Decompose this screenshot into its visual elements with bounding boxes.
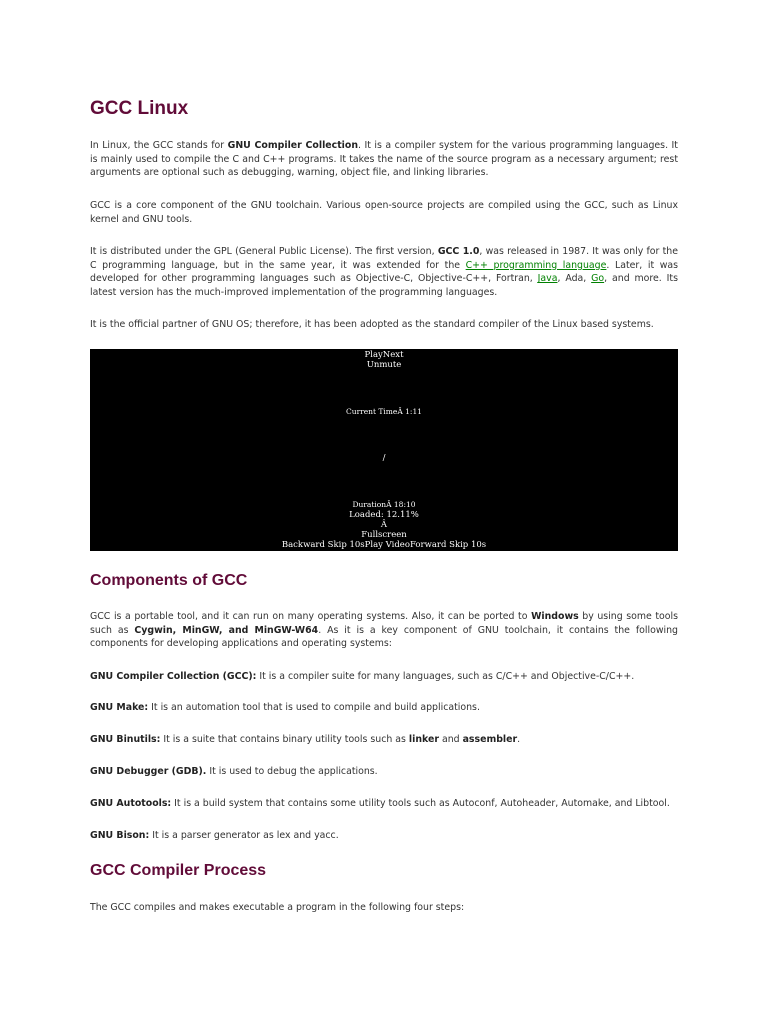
component-item-bison	[90, 829, 678, 843]
bold-term: linker	[408, 734, 439, 745]
go-link[interactable]: Go	[591, 273, 605, 285]
text-span: .	[517, 734, 521, 745]
text-span: , and more. Its latest version has the much-improved implementation of the programming languages.	[90, 273, 678, 299]
component-item-make	[90, 701, 678, 715]
duration: DurationÂ 18:10	[352, 500, 416, 509]
current-time: Current TimeÂ 1:11	[346, 407, 422, 416]
text-span: . As it is a key component of GNU toolchain, it contains the following components for developing applications and operating systems:	[90, 624, 678, 650]
intro-paragraph-1	[90, 139, 678, 180]
component-term: GNU Bison:	[90, 830, 150, 841]
text-span: In Linux, the GCC stands for	[90, 140, 228, 151]
bold-term: Windows	[531, 611, 579, 622]
component-item-binutils	[90, 733, 678, 747]
text-span: , Ada,	[557, 273, 592, 285]
stray-character: Â	[380, 520, 388, 530]
text-span: and	[438, 734, 463, 745]
text-span: . It is a compiler system for the various programming languages. It is mainly used to compile the C and C++ programs. It takes the name of the source program as a necessary argument; rest arguments are optional such as debugging, warning, object file, and linking libraries.	[90, 140, 678, 179]
component-item-autotools	[90, 797, 678, 811]
cpp-link[interactable]: C++ programming language	[465, 259, 607, 271]
component-desc: It is a build system that contains some utility tools such as Autoconf, Autoheader, Automake, and Libtool.	[171, 798, 670, 809]
component-term: GNU Make:	[90, 702, 149, 713]
process-heading: GCC Compiler Process	[90, 862, 267, 879]
text-span: . Later, it was developed for other programming languages such as Objective-C, Objective-C++, Fortran,	[90, 259, 679, 285]
video-player[interactable]	[90, 349, 678, 551]
loaded-progress: Loaded: 12.11%	[349, 510, 419, 520]
components-intro	[90, 610, 678, 651]
component-desc: It is used to debug the applications.	[206, 766, 378, 777]
unmute-button[interactable]: Unmute	[366, 360, 402, 370]
text-span: by using some tools such as	[90, 611, 679, 636]
bold-term: GCC 1.0	[437, 246, 480, 257]
component-term: GNU Compiler Collection (GCC):	[90, 671, 257, 682]
component-term: GNU Autotools:	[90, 798, 172, 809]
component-desc: It is a parser generator as lex and yacc.	[149, 830, 339, 841]
fullscreen-button[interactable]: Fullscreen	[361, 530, 407, 540]
component-item-gcc	[90, 670, 678, 684]
intro-paragraph-3	[90, 245, 678, 300]
component-desc: It is an automation tool that is used to compile and build applications.	[148, 702, 480, 713]
component-desc: It is a suite that contains binary utility tools such as	[160, 734, 409, 745]
playback-controls[interactable]: Backward Skip 10sPlay VideoForward Skip 10s	[281, 540, 487, 550]
process-intro: The GCC compiles and makes executable a program in the following four steps:	[90, 902, 465, 913]
intro-paragraph-2: GCC is a core component of the GNU toolchain. Various open-source projects are compiled using the GCC, such as Linux kernel and GNU tools.	[90, 200, 678, 225]
page-title: GCC Linux	[90, 98, 189, 119]
time-separator: /	[382, 453, 386, 463]
text-span: GCC is a portable tool, and it can run on many operating systems. Also, it can be ported to	[90, 611, 532, 622]
java-link[interactable]: Java	[537, 273, 558, 285]
component-item-gdb	[90, 765, 678, 779]
component-term: GNU Binutils:	[90, 734, 161, 745]
bold-term: GNU Compiler Collection	[227, 140, 359, 151]
bold-term: Cygwin, MinGW, and MinGW-W64	[134, 624, 319, 636]
intro-paragraph-4: It is the official partner of GNU OS; therefore, it has been adopted as the standard compiler of the Linux based systems.	[90, 319, 654, 330]
bold-term: assembler	[462, 734, 518, 745]
component-desc: It is a compiler suite for many languages, such as C/C++ and Objective-C/C++.	[256, 671, 635, 682]
components-heading: Components of GCC	[90, 572, 248, 589]
play-next-button[interactable]: PlayNext	[364, 350, 404, 360]
text-span: It is distributed under the GPL (General Public License). The first version,	[90, 246, 438, 257]
component-term: GNU Debugger (GDB).	[90, 766, 207, 777]
text-span: , was released in 1987. It was only for the C programming language, but in the same year, it was extended for the	[90, 246, 679, 271]
